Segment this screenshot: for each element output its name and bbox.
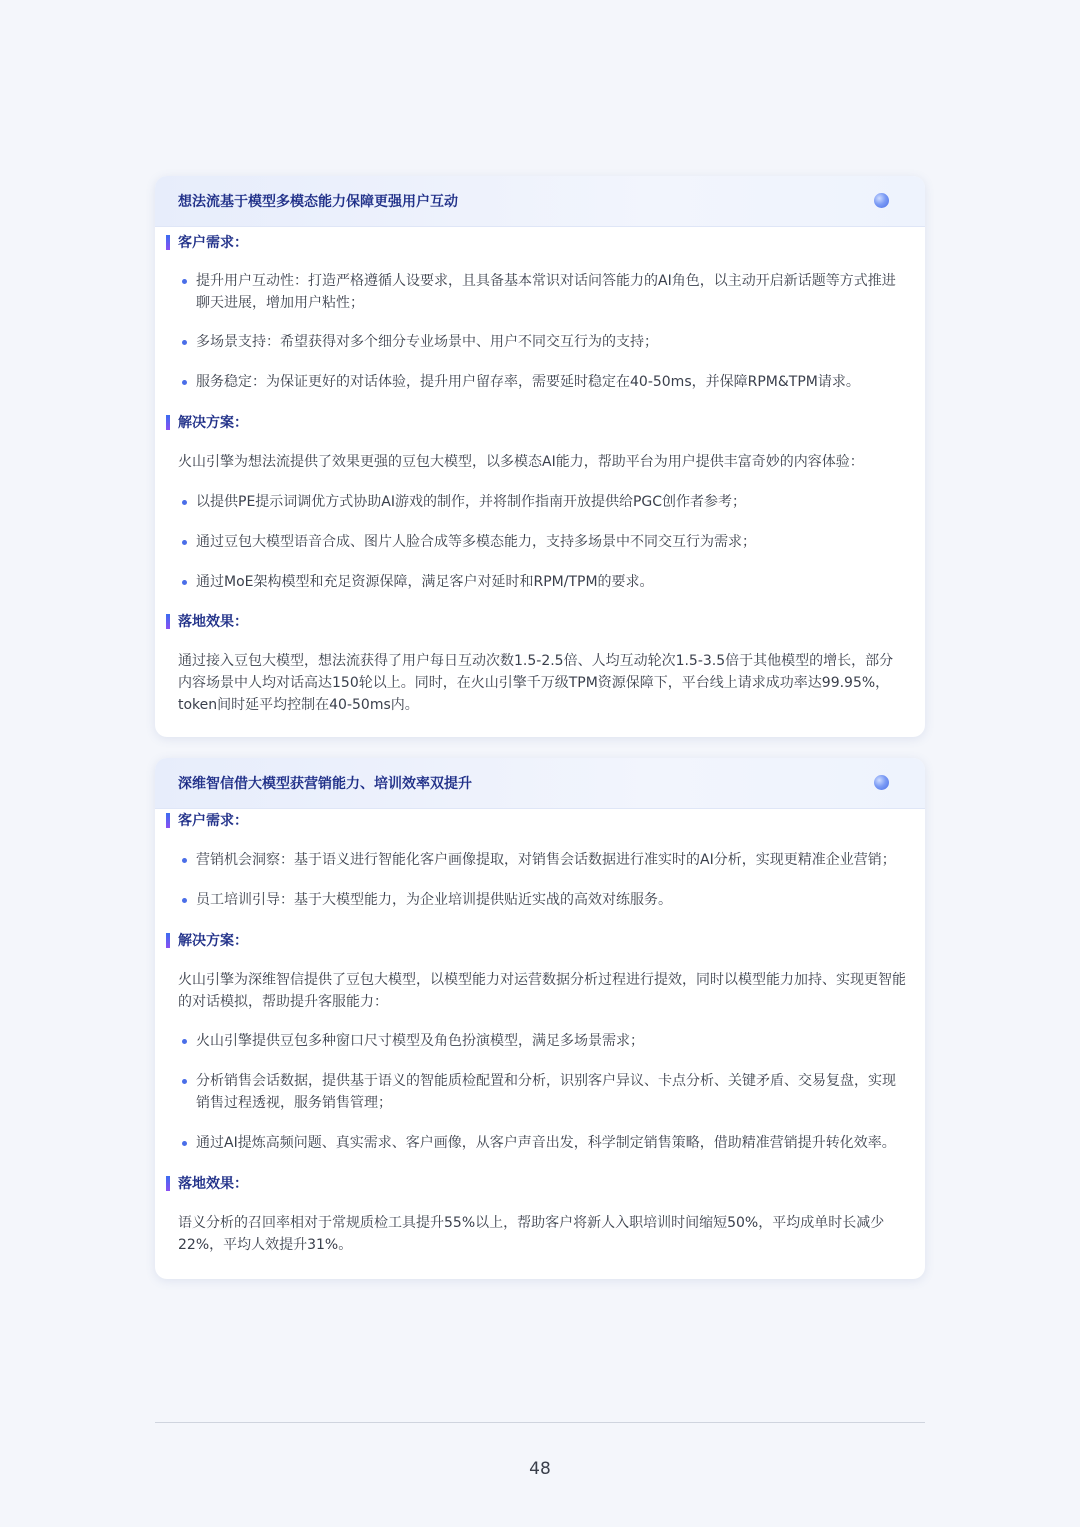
solution-item: 通过AI提炼高频问题、真实需求、客户画像，从客户声音出发，科学制定销售策略，借助精准营销提升转化效率。 bbox=[182, 1132, 904, 1154]
section-heading-needs bbox=[166, 233, 248, 251]
need-item: 提升用户互动性：打造严格遵循人设要求，且具备基本常识对话问答能力的AI角色，以主动开启新话题等方式推进聊天进展，增加用户粘性； bbox=[182, 270, 904, 314]
card-title: 深维智信借大模型获营销能力、培训效率双提升 bbox=[178, 776, 472, 792]
section-heading-result bbox=[166, 1174, 248, 1192]
case-card-xiangfaliu bbox=[155, 176, 925, 737]
need-item: 员工培训引导：基于大模型能力，为企业培训提供贴近实战的高效对练服务。 bbox=[182, 889, 904, 911]
section-bar-icon bbox=[166, 933, 170, 948]
section-label: 解决方案： bbox=[178, 933, 248, 949]
solution-item: 分析销售会话数据，提供基于语义的智能质检配置和分析，识别客户异议、卡点分析、关键矛盾、交易复盘，实现销售过程透视，服务销售管理； bbox=[182, 1070, 904, 1114]
section-bar-icon bbox=[166, 813, 170, 828]
section-heading-solution bbox=[166, 413, 248, 431]
section-bar-icon bbox=[166, 415, 170, 430]
blue-dot-icon bbox=[874, 775, 889, 790]
card-header bbox=[155, 176, 925, 227]
section-bar-icon bbox=[166, 614, 170, 629]
section-heading-result bbox=[166, 612, 248, 630]
case-card-shenweizhixin bbox=[155, 758, 925, 1279]
card-title: 想法流基于模型多模态能力保障更强用户互动 bbox=[178, 194, 458, 210]
section-bar-icon bbox=[166, 1176, 170, 1191]
result-text: 语义分析的召回率相对于常规质检工具提升55%以上，帮助客户将新人入职培训时间缩短50%，平均成单时长减少22%，平均人效提升31%。 bbox=[178, 1215, 885, 1253]
solution-item: 通过MoE架构模型和充足资源保障，满足客户对延时和RPM/TPM的要求。 bbox=[182, 571, 904, 593]
need-item: 营销机会洞察：基于语义进行智能化客户画像提取，对销售会话数据进行准实时的AI分析，实现更精准企业营销； bbox=[182, 849, 904, 871]
section-label: 解决方案： bbox=[178, 415, 248, 431]
solution-intro: 火山引擎为想法流提供了效果更强的豆包大模型，以多模态AI能力，帮助平台为用户提供丰富奇妙的内容体验： bbox=[178, 454, 864, 470]
section-label: 客户需求： bbox=[178, 813, 248, 829]
section-label: 客户需求： bbox=[178, 235, 248, 251]
section-label: 落地效果： bbox=[178, 1176, 248, 1192]
solution-item: 以提供PE提示词调优方式协助AI游戏的制作，并将制作指南开放提供给PGC创作者参考； bbox=[182, 491, 904, 513]
solution-item: 通过豆包大模型语音合成、图片人脸合成等多模态能力，支持多场景中不同交互行为需求； bbox=[182, 531, 904, 553]
section-label: 落地效果： bbox=[178, 614, 248, 630]
page-number: 48 bbox=[529, 1459, 551, 1479]
section-bar-icon bbox=[166, 235, 170, 250]
result-text: 通过接入豆包大模型，想法流获得了用户每日互动次数1.5-2.5倍、人均互动轮次1.5-3.5倍于其他模型的增长，部分内容场景中人均对话高达150轮以上。同时，在火山引擎千万级TPM资源保障下，平台线上请求成功率达99.95%，token间时延平均控制在40-50ms内。 bbox=[178, 653, 894, 713]
need-item: 多场景支持：希望获得对多个细分专业场景中、用户不同交互行为的支持； bbox=[182, 331, 904, 353]
section-heading-solution bbox=[166, 931, 248, 949]
blue-dot-icon bbox=[874, 193, 889, 208]
footer-divider bbox=[155, 1422, 925, 1423]
card-header bbox=[155, 758, 925, 809]
section-heading-needs bbox=[166, 811, 248, 829]
solution-intro: 火山引擎为深维智信提供了豆包大模型，以模型能力对运营数据分析过程进行提效，同时以模型能力加持、实现更智能的对话模拟，帮助提升客服能力： bbox=[178, 972, 906, 1010]
solution-item: 火山引擎提供豆包多种窗口尺寸模型及角色扮演模型，满足多场景需求； bbox=[182, 1030, 904, 1052]
need-item: 服务稳定：为保证更好的对话体验，提升用户留存率，需要延时稳定在40-50ms，并保障RPM&TPM请求。 bbox=[182, 371, 904, 393]
